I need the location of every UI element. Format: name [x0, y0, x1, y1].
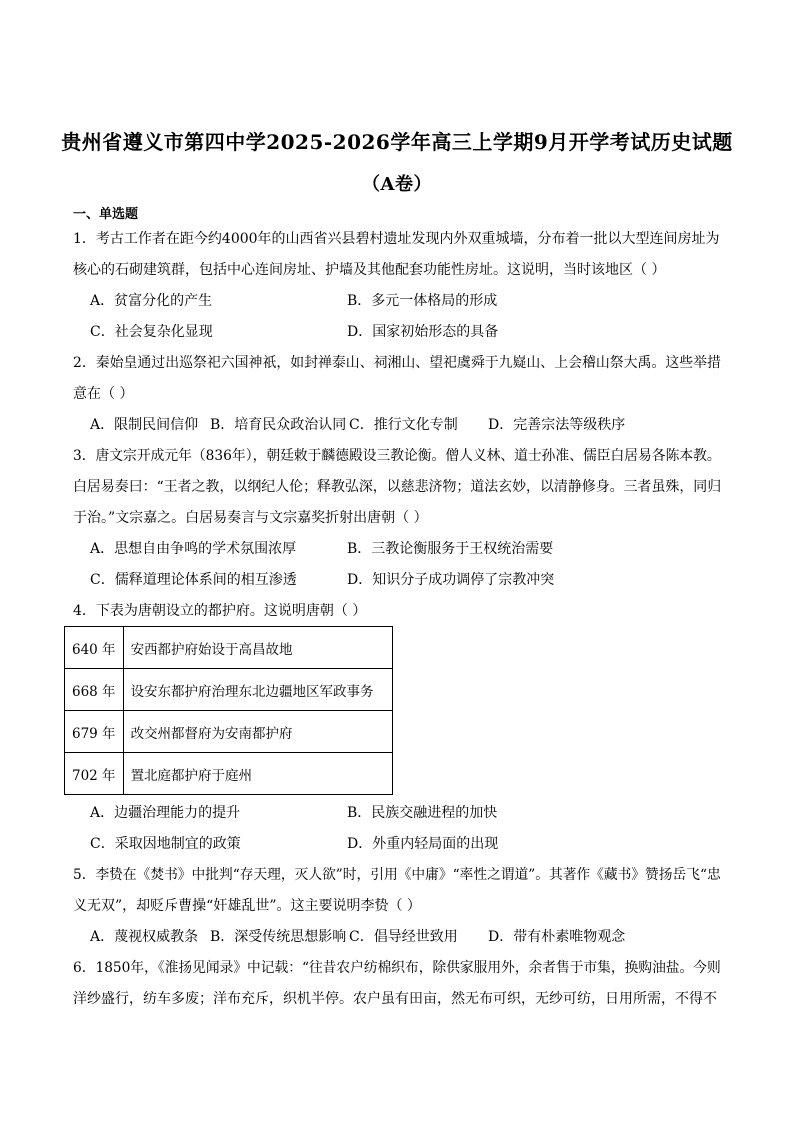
section-heading: 一、单选题 [73, 207, 139, 222]
table-cell-year: 640 年 [65, 627, 124, 669]
exam-title: 贵州省遵义市第四中学2025-2026学年高三上学期9月开学考试历史试题 [61, 130, 733, 154]
question-3-option-b: B．三教论衡服务于王权统治需要 [347, 541, 554, 557]
question-5-option-d: D．带有朴素唯物观念 [488, 929, 626, 945]
question-5-option-a: A．蔑视权威教条 [90, 929, 199, 945]
question-2-option-b: B．培育民众政治认同 [210, 417, 347, 433]
question-3-line-3: 于治。”文宗嘉之。白居易奏言与文宗嘉奖折射出唐朝（ ） [73, 510, 428, 526]
question-4-line-1: 4．下表为唐朝设立的都护府。这说明唐朝（ ） [73, 603, 367, 619]
question-3-line-1: 3．唐文宗开成元年（836年），朝廷敕于麟德殿设三教论衡。僧人义林、道士孙准、儒臣白居易各陈本教。 [73, 448, 721, 464]
question-3-option-c: C．儒释道理论体系间的相互渗透 [90, 572, 297, 588]
question-2-line-2: 意在（ ） [73, 386, 134, 402]
question-1-line-1: 1．考古工作者在距今约4000年的山西省兴县碧村遗址发现内外双重城墙，分布着一批以大型连间房址为 [73, 231, 720, 247]
question-3-option-a: A．思想自由争鸣的学术氛围浓厚 [90, 541, 297, 557]
question-4-option-c: C．采取因地制宜的政策 [90, 836, 241, 852]
question-6-line-1: 6．1850年，《淮扬见闻录》中记载：“往昔农户纺棉织布，除供家服用外，余者售于市集，换购油盐。今则 [73, 960, 721, 976]
table-row [65, 753, 393, 795]
table-row [65, 627, 393, 669]
table-cell-year: 668 年 [65, 669, 124, 711]
exam-subtitle: （A卷） [362, 174, 432, 195]
question-5-option-c: C．倡导经世致用 [349, 929, 458, 945]
table-cell-year: 702 年 [65, 753, 124, 795]
table-cell-event: 置北庭都护府于庭州 [123, 753, 392, 795]
question-2-line-1: 2．秦始皇通过出巡祭祀六国神祇，如封禅泰山、祠湘山、望祀虞舜于九嶷山、上会稽山祭大禹。这些举措 [73, 355, 721, 371]
question-4-option-d: D．外重内轻局面的出现 [347, 836, 499, 852]
question-1-option-d: D．国家初始形态的具备 [347, 324, 499, 340]
question-2-option-c: C．推行文化专制 [349, 417, 458, 433]
table-row [65, 711, 393, 753]
question-2-option-a: A．限制民间信仰 [90, 417, 199, 433]
question-3-option-d: D．知识分子成功调停了宗教冲突 [347, 572, 555, 588]
table-cell-event: 设安东都护府治理东北边疆地区军政事务 [123, 669, 392, 711]
table-cell-year: 679 年 [65, 711, 124, 753]
question-2-option-d: D．完善宗法等级秩序 [488, 417, 626, 433]
question-4-option-a: A．边疆治理能力的提升 [90, 805, 241, 821]
question-1-option-b: B．多元一体格局的形成 [347, 293, 498, 309]
question-3-line-2: 白居易奏曰：“王者之教，以纲纪人伦；释教弘深，以慈悲济物；道法玄妙，以清静修身。三者虽殊，同归 [73, 479, 722, 495]
protectorate-table [64, 626, 393, 795]
question-1-option-a: A．贫富分化的产生 [90, 293, 213, 309]
question-4-option-b: B．民族交融进程的加快 [347, 805, 498, 821]
table-cell-event: 改交州都督府为安南都护府 [123, 711, 392, 753]
question-6-line-2: 洋纱盛行，纺车多废；洋布充斥，织机半停。农户虽有田亩，然无布可织，无纱可纺，日用所需，不得不 [73, 991, 717, 1007]
question-5-option-b: B．深受传统思想影响 [210, 929, 347, 945]
table-cell-event: 安西都护府始设于高昌故地 [123, 627, 392, 669]
table-row [65, 669, 393, 711]
question-1-option-c: C．社会复杂化显现 [90, 324, 213, 340]
question-5-line-2: 义无双”，却贬斥曹操“奸雄乱世”。这主要说明李贽（ ） [73, 898, 421, 914]
question-5-line-1: 5．李贽在《焚书》中批判“存天理，灭人欲”时，引用《中庸》“率性之谓道”。其著作《藏书》赞扬岳飞“忠 [73, 867, 721, 883]
question-1-line-2: 核心的石砌建筑群，包括中心连间房址、护墙及其他配套功能性房址。这说明，当时该地区（ ） [73, 262, 666, 278]
